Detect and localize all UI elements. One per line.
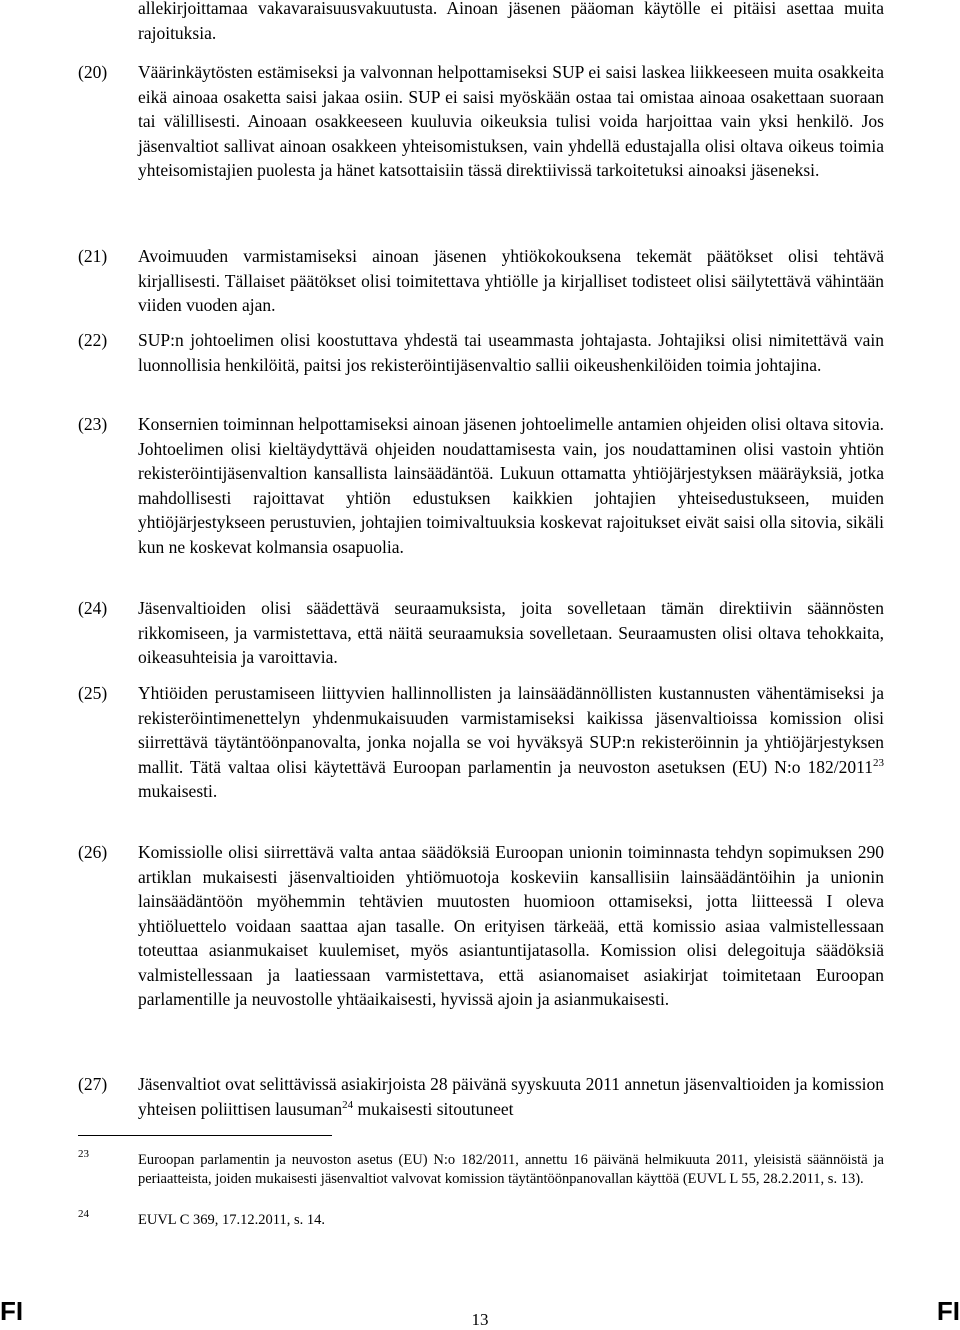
recital-number: (20) <box>78 62 108 82</box>
recital-number: (24) <box>78 598 108 618</box>
recital-22 <box>78 328 884 377</box>
recital-text: Komissiolle olisi siirrettävä valta antaa säädöksiä Euroopan unionin toiminnasta tehdyn sopimuksen 290 artiklan mukaisesti jäsenvaltioiden yhtiömuotoja koskeviin kansallisiin lainsäädäntöihin ja unionin lainsäädäntöön myöhemmin tehtävien muutosten huomioon ottamiseksi, jotta liitteessä I oleva yhtiöluettelo voidaan saattaa ajan tasalle. On erityisen tärkeää, että komissio asiaa valmistellessaan toteuttaa asianmukaiset kuulemiset, myös asiantuntijatasolla. Komission olisi delegoituja säädöksiä valmistellessaan ja laatiessaan varmistettava, että asianomaiset asiakirjat toimitetaan Euroopan parlamentille ja neuvostolle yhtäaikaisesti, hyvissä ajoin ja asianmukaisesti. <box>138 842 884 1009</box>
footnote-reference[interactable]: 24 <box>342 1098 354 1111</box>
footnote-text: Euroopan parlamentin ja neuvoston asetus (EU) N:o 182/2011, annettu 16 päivänä helmikuuta 2011, yleisistä säännöistä ja periaatteista, joiden mukaisesti jäsenvaltiot valvovat komission täytäntöönpanovallan käyttöä (EUVL L 55, 28.2.2011, s. 13). <box>138 1152 884 1187</box>
recital-text-main: Jäsenvaltiot ovat selittävissä asiakirjoista 28 päivänä syyskuuta 2011 annetun jäsenvaltioiden ja komission yhteisen poliittisen lausuman <box>138 1074 884 1119</box>
recital-text-tail: mukaisesti. <box>138 781 218 801</box>
recital-number: (27) <box>78 1074 108 1094</box>
recital-text: Avoimuuden varmistamiseksi ainoan jäsenen yhtiökokouksena tekemät päätökset olisi tehtävä kirjallisesti. Tällaiset päätökset olisi toimitettava yhtiölle ja kirjalliset todisteet olisi säilytettävä vähintään viiden vuoden ajan. <box>138 246 884 315</box>
recital-26 <box>78 840 884 1012</box>
recital-text <box>138 681 884 804</box>
recital-text-tail: mukaisesti sitoutuneet <box>353 1098 514 1119</box>
recital-21 <box>78 244 884 318</box>
recital-text-main: Yhtiöiden perustamiseen liittyvien hallinnollisten ja lainsäädännöllisten kustannusten vähentämiseksi ja rekisteröintimenettelyn yhdenmukaisuuden varmistamiseksi kaikissa jäsenvaltioissa komission olisi siirrettävä täytäntöönpanovalta, jonka nojalla se voi hyväksyä SUP:n rekisteröinnin ja yhtiöjärjestyksen mallit. Tätä valtaa olisi käytettävä Euroopan parlamentin ja neuvoston asetuksen (EU) N:o 182/2011 <box>138 683 884 777</box>
recital-text: Konsernien toiminnan helpottamiseksi ainoan jäsenen johtoelimelle antamien ohjeiden olisi oltava sitovia. Johtoelimen olisi kieltäydyttävä ohjeiden noudattamisesta vain, jos noudattaminen olisi vastoin yhtiön rekisteröintijäsenvaltion kansallista lainsäädäntöä. Lukuun ottamatta yhtiöjärjestyksen määräyksiä, jotka mahdollisesti rajoittavat yhtiön edustuksen kaikkien johtajien yhteisedustukseen, muiden yhtiöjärjestykseen perustuvien, johtajien toimivaltuuksia koskevat rajoitukset eivät saisi olla sitovia, sikäli kun ne koskevat kolmansia osapuolia. <box>138 414 884 557</box>
footnote-separator <box>78 1135 332 1136</box>
recital-number: (26) <box>78 842 108 862</box>
footnote-number: 24 <box>78 1208 89 1220</box>
recital-text: Jäsenvaltioiden olisi säädettävä seuraamuksista, joita sovelletaan tämän direktiivin säännösten rikkomiseen, ja varmistettava, että näitä seuraamuksia sovelletaan. Seuraamusten olisi oltava tehokkaita, oikeasuhteisia ja varoittavia. <box>138 598 884 667</box>
recital-23 <box>78 412 884 559</box>
footer-language-left: FI <box>0 1296 24 1326</box>
recital-20 <box>78 60 884 183</box>
recital-number: (23) <box>78 414 108 434</box>
footer-language-right: FI <box>936 1296 960 1326</box>
footnote-24 <box>78 1208 884 1230</box>
footnote-reference[interactable]: 23 <box>873 756 884 769</box>
recital-number: (21) <box>78 246 108 266</box>
footnote-number: 23 <box>78 1148 89 1160</box>
footnote-23 <box>78 1148 884 1188</box>
recital-text <box>138 1072 884 1121</box>
recital-24 <box>78 596 884 670</box>
recital-number: (25) <box>78 683 108 703</box>
recital-text: SUP:n johtoelimen olisi koostuttava yhdestä tai useammasta johtajasta. Johtajiksi olisi nimitettävä vain luonnollisia henkilöitä, paitsi jos rekisteröintijäsenvaltio sallii oikeushenkilöiden toimia johtajina. <box>138 330 884 375</box>
recital-27 <box>78 1072 884 1121</box>
page-number: 13 <box>471 1310 489 1329</box>
recital-number: (22) <box>78 330 108 350</box>
recital-text: Väärinkäytösten estämiseksi ja valvonnan helpottamiseksi SUP ei saisi laskea liikkeeseen muita osakkeita eikä ainoaa osaketta saisi jakaa osiin. SUP ei saisi myöskään ostaa tai omistaa ainoaa osakettaan suoraan tai välillisesti. Ainoaan osakkeeseen kuuluvia oikeuksia tulisi voida harjoittaa vain yksi henkilö. Jos jäsenvaltiot sallivat ainoan osakkeen yhteisomistuksen, vain yhdellä edustajalla olisi oltava oikeus toimia yhteisomistajien puolesta ja hänet katsottaisiin tässä direktiivissä tarkoitetuksi ainoaksi jäseneksi. <box>138 62 884 180</box>
recital-25 <box>78 681 884 804</box>
footnote-text: EUVL C 369, 17.12.2011, s. 14. <box>138 1212 326 1228</box>
continued-paragraph: allekirjoittamaa vakavaraisuusvakuutusta. Ainoan jäsenen pääoman käytölle ei pitäisi asettaa muita rajoituksia. <box>138 0 884 43</box>
